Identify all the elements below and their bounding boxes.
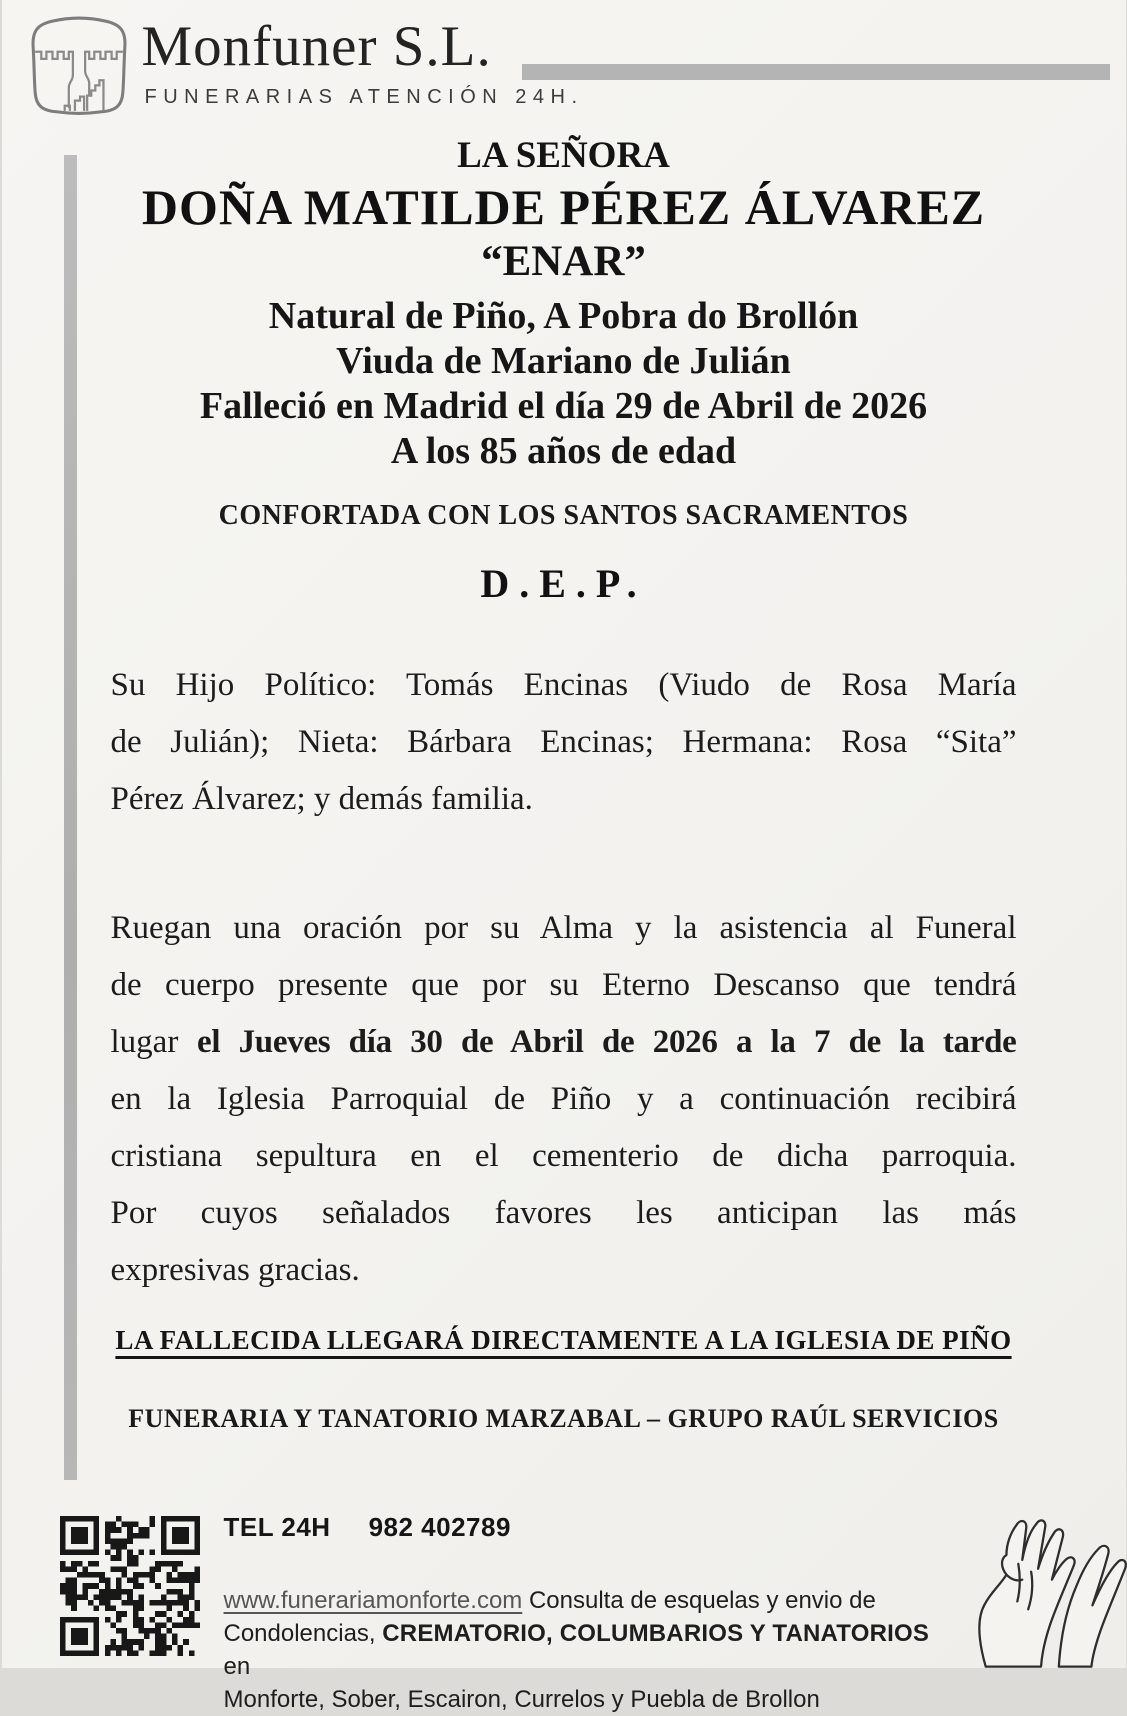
website-block [224, 1584, 954, 1716]
obituary-body [2, 136, 1126, 1434]
coverage-line: Monforte, Sober, Escairon, Currelos y Puebla de Brollon [224, 1683, 954, 1716]
services-pre: Condolencias, [224, 1620, 383, 1647]
website-desc: Consulta de esquelas y envio de [529, 1587, 876, 1614]
family-paragraph [111, 657, 1017, 828]
services-bold: CREMATORIO, COLUMBARIOS Y TANATORIOS [382, 1620, 929, 1647]
paragraph-line: de cuerpo presente que por su Eterno Descanso que tendrá [111, 957, 1017, 1014]
deceased-nickname: “ENAR” [2, 238, 1126, 286]
paragraph-line: Pérez Álvarez; y demás familia. [111, 771, 1017, 828]
marital-status-line: Viuda de Mariano de Julián [2, 339, 1126, 384]
website-line [224, 1584, 954, 1617]
origin-line: Natural de Piño, A Pobra do Brollón [2, 294, 1126, 339]
services-line [224, 1617, 954, 1683]
sacraments-line: CONFORTADA CON LOS SANTOS SACRAMENTOS [2, 500, 1126, 532]
services-post: en [224, 1653, 251, 1680]
paragraph-line: Ruegan una oración por su Alma y la asistencia al Funeral [111, 900, 1017, 957]
paragraph-line: cristiana sepultura en el cementerio de dicha parroquia. [111, 1128, 1017, 1185]
honorific: LA SEÑORA [2, 136, 1126, 176]
death-line: Falleció en Madrid el día 29 de Abril de 2026 [2, 384, 1126, 429]
funeral-paragraph [111, 900, 1017, 1299]
paragraph-line: Su Hijo Político: Tomás Encinas (Viudo de Rosa María [111, 657, 1017, 714]
paragraph-line: expresivas gracias. [111, 1242, 1017, 1299]
dep-abbreviation: D.E.P. [2, 560, 1126, 607]
website-url: www.funerariamonforte.com [224, 1587, 523, 1614]
vitals [2, 294, 1126, 474]
paragraph-line: Por cuyos señalados favores les anticipan las más [111, 1185, 1017, 1242]
paragraph-line: de Julián); Nieta: Bárbara Encinas; Hermana: Rosa “Sita” [111, 714, 1017, 771]
header-divider-bar [522, 64, 1110, 80]
brand-name: Monfuner S.L. [142, 16, 492, 78]
qr-code-icon [60, 1516, 200, 1656]
phone-label: TEL 24H [224, 1512, 331, 1542]
phone-number: 982 402789 [369, 1512, 511, 1542]
phone-line [224, 1512, 511, 1543]
arrival-notice: LA FALLECIDA LLEGARÁ DIRECTAMENTE A LA IGLESIA DE PIÑO [2, 1325, 1126, 1356]
brand-tagline: FUNERARIAS ATENCIÓN 24H. [145, 86, 584, 109]
praying-hands-icon [960, 1514, 1127, 1668]
provider-notice: FUNERARIA Y TANATORIO MARZABAL – GRUPO RAÚL SERVICIOS [2, 1404, 1126, 1434]
castle-logo-icon [26, 16, 132, 114]
paragraph-line: lugar el Jueves día 30 de Abril de 2026 a la 7 de la tarde [111, 1014, 1017, 1071]
paragraph-line: en la Iglesia Parroquial de Piño y a continuación recibirá [111, 1071, 1017, 1128]
age-line: A los 85 años de edad [2, 429, 1126, 474]
scanned-funeral-notice [2, 0, 1126, 1668]
deceased-name: DOÑA MATILDE PÉREZ ÁLVAREZ [2, 178, 1126, 236]
